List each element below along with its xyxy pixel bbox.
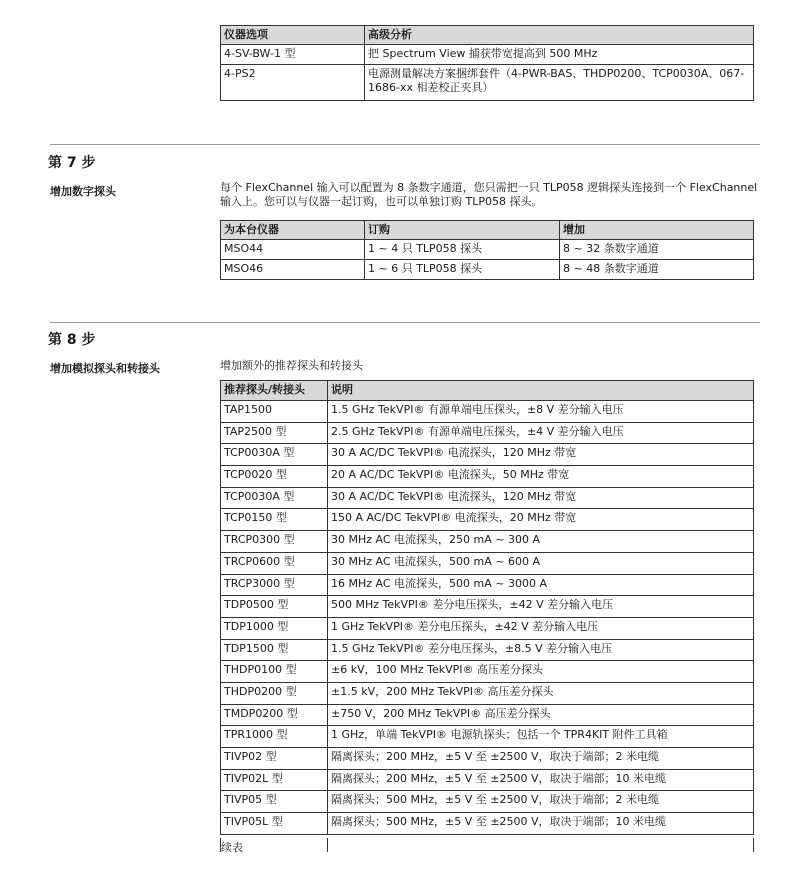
table-cell: 隔离探头；500 MHz，±5 V 至 ±2500 V，取决于端部；2 米电缆: [328, 791, 754, 813]
table-cell: TDP1500 型: [221, 639, 328, 661]
step7-subtitle: 增加数字探头: [50, 185, 116, 198]
table-cell: 隔离探头；200 MHz，±5 V 至 ±2500 V，取决于端部；2 米电缆: [328, 748, 754, 770]
table-row: [221, 791, 754, 813]
table-cell: ±750 V，200 MHz TekVPI® 高压差分探头: [328, 704, 754, 726]
table-row: [221, 44, 754, 64]
step7-title: 第 7 步: [48, 155, 96, 171]
options-table: [220, 25, 754, 101]
table-cell: THDP0100 型: [221, 661, 328, 683]
table-row: [221, 617, 754, 639]
analog-header-probe: 推荐探头/转接头: [221, 381, 328, 401]
step8-subtitle: 增加模拟探头和转接头: [50, 362, 160, 375]
digital-header-order: 订购: [365, 221, 560, 240]
table-row: [221, 259, 754, 279]
table-cell: 500 MHz TekVPI® 差分电压探头，±42 V 差分输入电压: [328, 596, 754, 618]
table-row: [221, 574, 754, 596]
table-cell: TIVP05L 型: [221, 813, 328, 835]
digital-header-instrument: 为本台仪器: [221, 221, 365, 240]
step8-title: 第 8 步: [48, 332, 96, 348]
table-row: [221, 401, 754, 423]
table-row: [221, 704, 754, 726]
table-cell: 1 ~ 6 只 TLP058 探头: [365, 259, 560, 279]
table-cell: ±6 kV，100 MHz TekVPI® 高压差分探头: [328, 661, 754, 683]
table-cell: 1 GHz，单端 TekVPI® 电源轨探头；包括一个 TPR4KIT 附件工具箱: [328, 726, 754, 748]
table-cell: 隔离探头；200 MHz，±5 V 至 ±2500 V，取决于端部；10 米电缆: [328, 769, 754, 791]
table-cell: TAP1500: [221, 401, 328, 423]
table-row: [221, 239, 754, 259]
table-cell: 30 A AC/DC TekVPI® 电流探头，120 MHz 带宽: [328, 444, 754, 466]
table-row: [221, 509, 754, 531]
table-cell: ±1.5 kV，200 MHz TekVPI® 高压差分探头: [328, 682, 754, 704]
table-cell: TCP0030A 型: [221, 444, 328, 466]
table-cell: TIVP02L 型: [221, 769, 328, 791]
table-cell: 2.5 GHz TekVPI® 有源单端电压探头，±4 V 差分输入电压: [328, 422, 754, 444]
table-row: [221, 531, 754, 553]
table-cell: 1.5 GHz TekVPI® 差分电压探头，±8.5 V 差分输入电压: [328, 639, 754, 661]
table-cell: TCP0150 型: [221, 509, 328, 531]
table-row: [221, 726, 754, 748]
table-cell: 8 ~ 32 条数字通道: [560, 239, 754, 259]
table-row: [221, 64, 754, 100]
options-header-option: 仪器选项: [221, 26, 365, 45]
table-row: [221, 769, 754, 791]
table-cell: THDP0200 型: [221, 682, 328, 704]
table-cell: 8 ~ 48 条数字通道: [560, 259, 754, 279]
table-row: [221, 748, 754, 770]
analog-probe-table: [220, 380, 754, 835]
table-cell: 电源测量解决方案捆绑套件（4-PWR-BAS、THDP0200、TCP0030A、067-1686-xx 相差校正夹具）: [365, 64, 754, 100]
table-continued-note: 续表: [221, 841, 243, 854]
table-cell: TIVP02 型: [221, 748, 328, 770]
table-cell: 30 MHz AC 电流探头，250 mA ~ 300 A: [328, 531, 754, 553]
table-cell: TCP0020 型: [221, 466, 328, 488]
digital-probe-table: [220, 220, 754, 280]
table-row: [221, 487, 754, 509]
table-row: [221, 422, 754, 444]
table-row: [221, 639, 754, 661]
table-cell: TCP0030A 型: [221, 487, 328, 509]
table-row: [221, 682, 754, 704]
table-cell: TRCP3000 型: [221, 574, 328, 596]
table-cell: 1 GHz TekVPI® 差分电压探头，±42 V 差分输入电压: [328, 617, 754, 639]
table-row: [221, 813, 754, 835]
step7-description: 每个 FlexChannel 输入可以配置为 8 条数字通道，您只需把一只 TLP058 逻辑探头连接到一个 FlexChannel 输入上。您可以与仪器一起订购，也可以单独订购 TLP058 探头。: [220, 181, 758, 209]
table-row: [221, 596, 754, 618]
table-cell: 4-SV-BW-1 型: [221, 44, 365, 64]
section-divider: [50, 144, 760, 145]
table-cell: MSO46: [221, 259, 365, 279]
table-cell: TAP2500 型: [221, 422, 328, 444]
options-header-analysis: 高级分析: [365, 26, 754, 45]
table-cell: TPR1000 型: [221, 726, 328, 748]
table-cell: TDP1000 型: [221, 617, 328, 639]
table-row: [221, 552, 754, 574]
table-cell: TDP0500 型: [221, 596, 328, 618]
table-cell: TRCP0600 型: [221, 552, 328, 574]
analog-header-description: 说明: [328, 381, 754, 401]
table-continuation-line: [753, 838, 754, 852]
table-cell: TMDP0200 型: [221, 704, 328, 726]
table-cell: 30 MHz AC 电流探头，500 mA ~ 600 A: [328, 552, 754, 574]
table-cell: 1.5 GHz TekVPI® 有源单端电压探头，±8 V 差分输入电压: [328, 401, 754, 423]
table-cell: 16 MHz AC 电流探头，500 mA ~ 3000 A: [328, 574, 754, 596]
table-row: [221, 466, 754, 488]
section-divider: [50, 322, 760, 323]
table-cell: 隔离探头；500 MHz，±5 V 至 ±2500 V，取决于端部；10 米电缆: [328, 813, 754, 835]
table-cell: MSO44: [221, 239, 365, 259]
table-cell: 4-PS2: [221, 64, 365, 100]
table-cell: 150 A AC/DC TekVPI® 电流探头，20 MHz 带宽: [328, 509, 754, 531]
step8-description: 增加额外的推荐探头和转接头: [220, 359, 363, 372]
table-cell: 30 A AC/DC TekVPI® 电流探头，120 MHz 带宽: [328, 487, 754, 509]
table-continuation-line: [327, 838, 328, 852]
table-cell: 1 ~ 4 只 TLP058 探头: [365, 239, 560, 259]
table-row: [221, 661, 754, 683]
digital-header-add: 增加: [560, 221, 754, 240]
table-cell: 把 Spectrum View 捕获带宽提高到 500 MHz: [365, 44, 754, 64]
table-cell: TRCP0300 型: [221, 531, 328, 553]
table-cell: 20 A AC/DC TekVPI® 电流探头，50 MHz 带宽: [328, 466, 754, 488]
table-row: [221, 444, 754, 466]
table-cell: TIVP05 型: [221, 791, 328, 813]
